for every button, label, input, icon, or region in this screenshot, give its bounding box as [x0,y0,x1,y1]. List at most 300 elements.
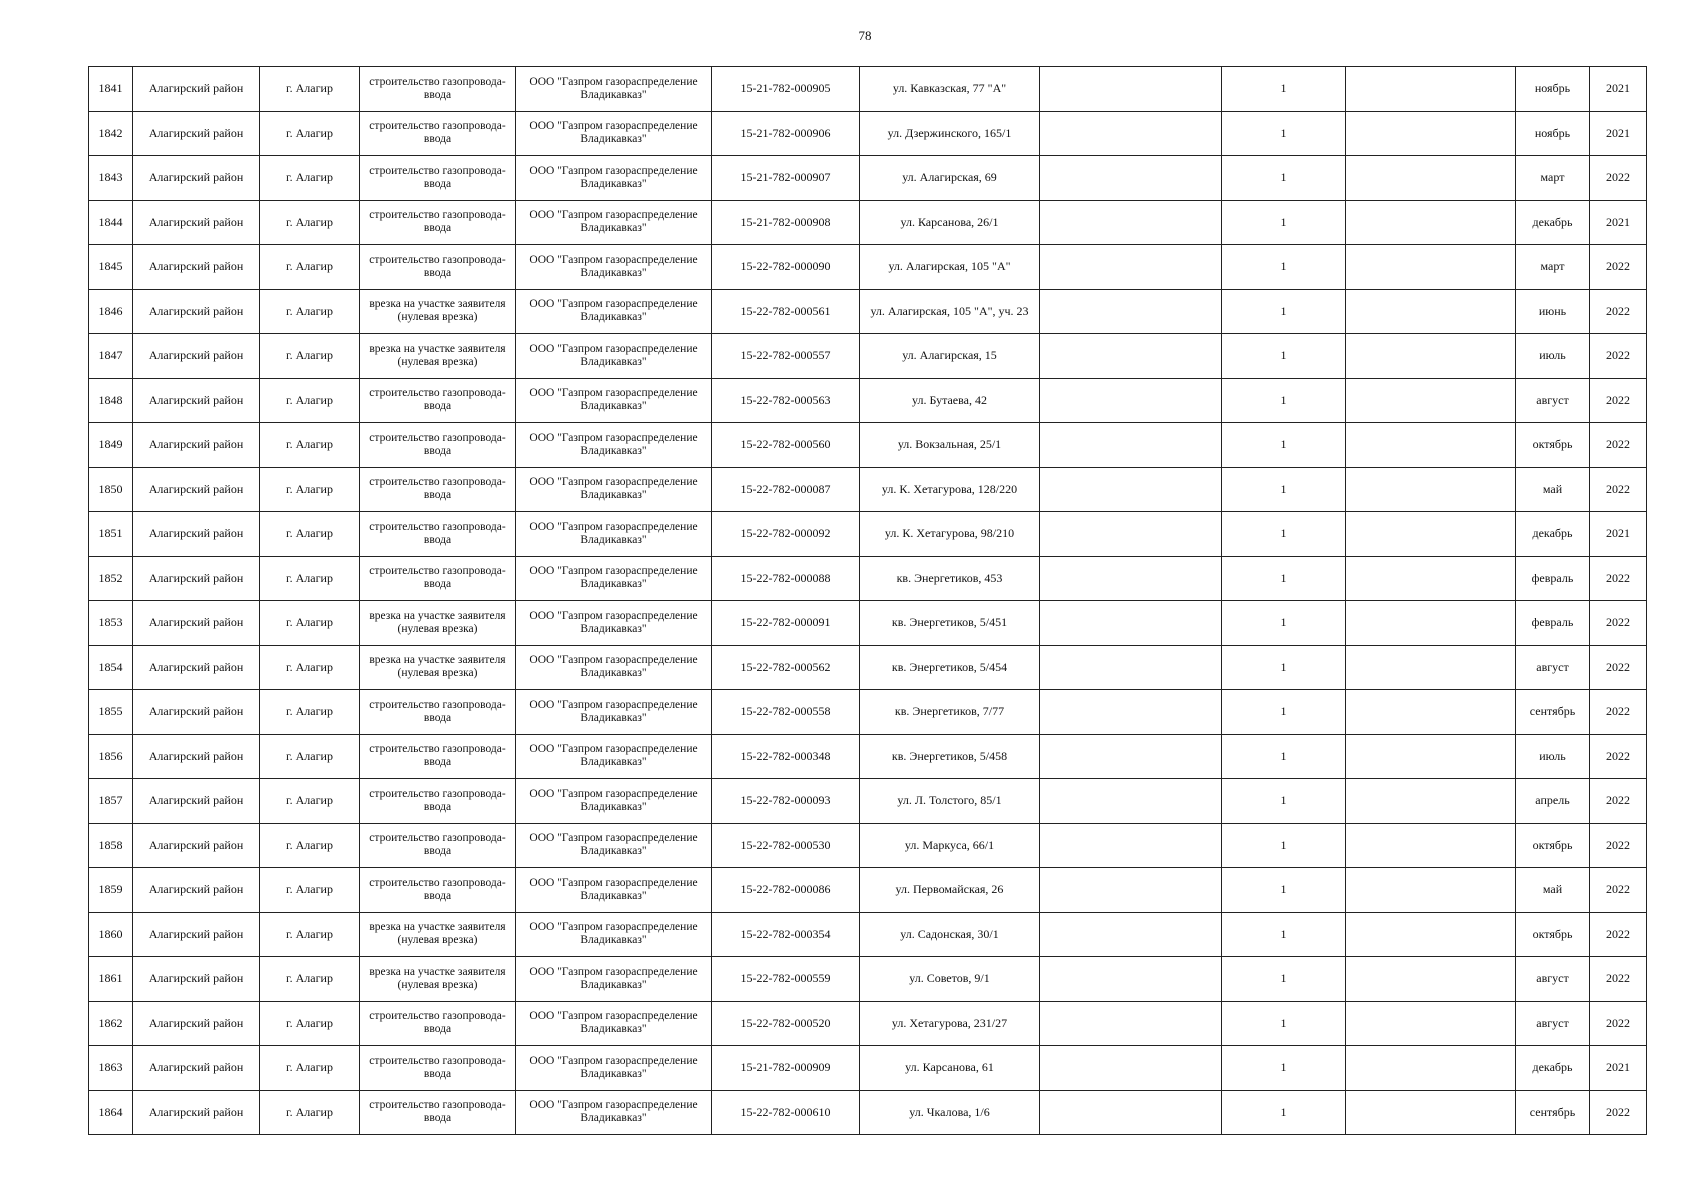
year-cell: 2021 [1590,67,1647,112]
empty-cell [1346,645,1516,690]
city-cell: г. Алагир [260,779,360,824]
address-cell: ул. Кавказская, 77 "А" [860,67,1040,112]
row-number-cell: 1850 [89,467,133,512]
city-cell: г. Алагир [260,957,360,1002]
row-number-cell: 1851 [89,512,133,557]
row-number-cell: 1852 [89,556,133,601]
organization-cell: ООО "Газпром газораспределение Владикавказ" [516,1001,712,1046]
table-row [89,1001,1647,1046]
empty-cell [1346,423,1516,468]
work-type-cell: врезка на участке заявителя (нулевая врезка) [360,289,516,334]
month-cell: август [1516,378,1590,423]
application-number-cell: 15-22-782-000563 [712,378,860,423]
table-row [89,512,1647,557]
year-cell: 2022 [1590,957,1647,1002]
application-number-cell: 15-22-782-000086 [712,868,860,913]
city-cell: г. Алагир [260,334,360,379]
table-row [89,423,1647,468]
organization-cell: ООО "Газпром газораспределение Владикавказ" [516,111,712,156]
application-number-cell: 15-22-782-000520 [712,1001,860,1046]
empty-cell [1346,512,1516,557]
district-cell: Алагирский район [133,957,260,1002]
work-type-cell: строительство газопровода-ввода [360,512,516,557]
table-row [89,868,1647,913]
city-cell: г. Алагир [260,467,360,512]
row-number-cell: 1845 [89,245,133,290]
table-row [89,1090,1647,1135]
count-cell: 1 [1222,378,1346,423]
district-cell: Алагирский район [133,245,260,290]
count-cell: 1 [1222,1046,1346,1091]
table-row [89,734,1647,779]
organization-cell: ООО "Газпром газораспределение Владикавказ" [516,67,712,112]
application-number-cell: 15-22-782-000558 [712,690,860,735]
row-number-cell: 1844 [89,200,133,245]
district-cell: Алагирский район [133,512,260,557]
row-number-cell: 1858 [89,823,133,868]
city-cell: г. Алагир [260,823,360,868]
table-row [89,111,1647,156]
table-row [89,645,1647,690]
empty-cell [1040,289,1222,334]
address-cell: ул. Алагирская, 15 [860,334,1040,379]
table-row [89,912,1647,957]
count-cell: 1 [1222,423,1346,468]
district-cell: Алагирский район [133,645,260,690]
month-cell: июль [1516,334,1590,379]
row-number-cell: 1855 [89,690,133,735]
work-type-cell: строительство газопровода-ввода [360,156,516,201]
month-cell: декабрь [1516,512,1590,557]
empty-cell [1346,912,1516,957]
month-cell: декабрь [1516,1046,1590,1091]
year-cell: 2022 [1590,1001,1647,1046]
empty-cell [1346,245,1516,290]
empty-cell [1040,912,1222,957]
count-cell: 1 [1222,957,1346,1002]
work-type-cell: строительство газопровода-ввода [360,690,516,735]
empty-cell [1040,245,1222,290]
district-cell: Алагирский район [133,779,260,824]
year-cell: 2022 [1590,868,1647,913]
empty-cell [1040,734,1222,779]
table-row [89,378,1647,423]
work-type-cell: строительство газопровода-ввода [360,556,516,601]
year-cell: 2022 [1590,334,1647,379]
empty-cell [1040,512,1222,557]
table-row [89,467,1647,512]
year-cell: 2022 [1590,823,1647,868]
work-type-cell: строительство газопровода-ввода [360,467,516,512]
address-cell: кв. Энергетиков, 5/458 [860,734,1040,779]
empty-cell [1346,1046,1516,1091]
city-cell: г. Алагир [260,289,360,334]
gas-connection-register-table [88,66,1647,1135]
district-cell: Алагирский район [133,1046,260,1091]
count-cell: 1 [1222,779,1346,824]
application-number-cell: 15-21-782-000907 [712,156,860,201]
table-row [89,156,1647,201]
table-row [89,245,1647,290]
year-cell: 2021 [1590,200,1647,245]
empty-cell [1346,1090,1516,1135]
empty-cell [1346,289,1516,334]
count-cell: 1 [1222,67,1346,112]
year-cell: 2022 [1590,156,1647,201]
organization-cell: ООО "Газпром газораспределение Владикавказ" [516,156,712,201]
work-type-cell: врезка на участке заявителя (нулевая врезка) [360,334,516,379]
month-cell: август [1516,645,1590,690]
work-type-cell: строительство газопровода-ввода [360,111,516,156]
table-row [89,556,1647,601]
empty-cell [1346,1001,1516,1046]
organization-cell: ООО "Газпром газораспределение Владикавказ" [516,734,712,779]
city-cell: г. Алагир [260,423,360,468]
organization-cell: ООО "Газпром газораспределение Владикавказ" [516,1090,712,1135]
empty-cell [1346,156,1516,201]
application-number-cell: 15-21-782-000906 [712,111,860,156]
year-cell: 2022 [1590,690,1647,735]
address-cell: ул. Алагирская, 105 "А", уч. 23 [860,289,1040,334]
city-cell: г. Алагир [260,912,360,957]
empty-cell [1346,467,1516,512]
district-cell: Алагирский район [133,556,260,601]
work-type-cell: строительство газопровода-ввода [360,1046,516,1091]
count-cell: 1 [1222,1001,1346,1046]
month-cell: сентябрь [1516,1090,1590,1135]
empty-cell [1346,690,1516,735]
city-cell: г. Алагир [260,512,360,557]
empty-cell [1040,334,1222,379]
row-number-cell: 1856 [89,734,133,779]
work-type-cell: строительство газопровода-ввода [360,423,516,468]
district-cell: Алагирский район [133,912,260,957]
city-cell: г. Алагир [260,378,360,423]
empty-cell [1346,734,1516,779]
application-number-cell: 15-22-782-000092 [712,512,860,557]
row-number-cell: 1849 [89,423,133,468]
count-cell: 1 [1222,1090,1346,1135]
empty-cell [1040,690,1222,735]
city-cell: г. Алагир [260,690,360,735]
empty-cell [1040,601,1222,646]
address-cell: ул. Вокзальная, 25/1 [860,423,1040,468]
empty-cell [1346,601,1516,646]
city-cell: г. Алагир [260,200,360,245]
address-cell: кв. Энергетиков, 453 [860,556,1040,601]
row-number-cell: 1841 [89,67,133,112]
organization-cell: ООО "Газпром газораспределение Владикавказ" [516,645,712,690]
empty-cell [1346,957,1516,1002]
table-row [89,289,1647,334]
empty-cell [1040,645,1222,690]
work-type-cell: строительство газопровода-ввода [360,868,516,913]
year-cell: 2022 [1590,601,1647,646]
row-number-cell: 1863 [89,1046,133,1091]
row-number-cell: 1861 [89,957,133,1002]
district-cell: Алагирский район [133,823,260,868]
month-cell: февраль [1516,601,1590,646]
row-number-cell: 1847 [89,334,133,379]
row-number-cell: 1846 [89,289,133,334]
empty-cell [1346,868,1516,913]
application-number-cell: 15-21-782-000905 [712,67,860,112]
table-row [89,823,1647,868]
organization-cell: ООО "Газпром газораспределение Владикавказ" [516,467,712,512]
work-type-cell: врезка на участке заявителя (нулевая врезка) [360,645,516,690]
city-cell: г. Алагир [260,734,360,779]
address-cell: кв. Энергетиков, 7/77 [860,690,1040,735]
count-cell: 1 [1222,245,1346,290]
address-cell: ул. Маркуса, 66/1 [860,823,1040,868]
city-cell: г. Алагир [260,67,360,112]
city-cell: г. Алагир [260,111,360,156]
year-cell: 2022 [1590,423,1647,468]
table-row [89,200,1647,245]
table-row [89,779,1647,824]
application-number-cell: 15-22-782-000530 [712,823,860,868]
empty-cell [1040,1001,1222,1046]
count-cell: 1 [1222,156,1346,201]
table-row [89,334,1647,379]
organization-cell: ООО "Газпром газораспределение Владикавказ" [516,334,712,379]
address-cell: ул. К. Хетагурова, 98/210 [860,512,1040,557]
count-cell: 1 [1222,645,1346,690]
work-type-cell: строительство газопровода-ввода [360,200,516,245]
city-cell: г. Алагир [260,556,360,601]
address-cell: кв. Энергетиков, 5/454 [860,645,1040,690]
district-cell: Алагирский район [133,868,260,913]
city-cell: г. Алагир [260,645,360,690]
month-cell: август [1516,957,1590,1002]
address-cell: ул. Хетагурова, 231/27 [860,1001,1040,1046]
row-number-cell: 1853 [89,601,133,646]
page-number: 78 [858,28,872,43]
year-cell: 2022 [1590,556,1647,601]
count-cell: 1 [1222,690,1346,735]
empty-cell [1346,334,1516,379]
count-cell: 1 [1222,111,1346,156]
organization-cell: ООО "Газпром газораспределение Владикавказ" [516,823,712,868]
empty-cell [1040,556,1222,601]
application-number-cell: 15-22-782-000354 [712,912,860,957]
month-cell: октябрь [1516,912,1590,957]
table-body [89,67,1647,1135]
table-row [89,690,1647,735]
empty-cell [1040,156,1222,201]
application-number-cell: 15-22-782-000091 [712,601,860,646]
month-cell: июль [1516,734,1590,779]
work-type-cell: строительство газопровода-ввода [360,1001,516,1046]
table-row [89,1046,1647,1091]
year-cell: 2022 [1590,912,1647,957]
district-cell: Алагирский район [133,601,260,646]
organization-cell: ООО "Газпром газораспределение Владикавказ" [516,1046,712,1091]
empty-cell [1346,67,1516,112]
month-cell: ноябрь [1516,67,1590,112]
district-cell: Алагирский район [133,67,260,112]
table-row [89,67,1647,112]
count-cell: 1 [1222,912,1346,957]
empty-cell [1346,556,1516,601]
empty-cell [1040,1090,1222,1135]
organization-cell: ООО "Газпром газораспределение Владикавказ" [516,779,712,824]
application-number-cell: 15-22-782-000088 [712,556,860,601]
year-cell: 2022 [1590,378,1647,423]
month-cell: декабрь [1516,200,1590,245]
row-number-cell: 1848 [89,378,133,423]
city-cell: г. Алагир [260,1001,360,1046]
month-cell: сентябрь [1516,690,1590,735]
empty-cell [1346,378,1516,423]
count-cell: 1 [1222,512,1346,557]
city-cell: г. Алагир [260,1046,360,1091]
district-cell: Алагирский район [133,111,260,156]
empty-cell [1040,823,1222,868]
year-cell: 2022 [1590,289,1647,334]
city-cell: г. Алагир [260,601,360,646]
district-cell: Алагирский район [133,156,260,201]
address-cell: ул. Л. Толстого, 85/1 [860,779,1040,824]
month-cell: ноябрь [1516,111,1590,156]
application-number-cell: 15-22-782-000557 [712,334,860,379]
month-cell: апрель [1516,779,1590,824]
empty-cell [1040,957,1222,1002]
district-cell: Алагирский район [133,467,260,512]
row-number-cell: 1864 [89,1090,133,1135]
empty-cell [1040,378,1222,423]
year-cell: 2022 [1590,779,1647,824]
month-cell: май [1516,467,1590,512]
empty-cell [1040,67,1222,112]
organization-cell: ООО "Газпром газораспределение Владикавказ" [516,423,712,468]
table-row [89,601,1647,646]
organization-cell: ООО "Газпром газораспределение Владикавказ" [516,512,712,557]
organization-cell: ООО "Газпром газораспределение Владикавказ" [516,601,712,646]
work-type-cell: строительство газопровода-ввода [360,1090,516,1135]
month-cell: октябрь [1516,423,1590,468]
month-cell: март [1516,156,1590,201]
organization-cell: ООО "Газпром газораспределение Владикавказ" [516,245,712,290]
month-cell: октябрь [1516,823,1590,868]
work-type-cell: строительство газопровода-ввода [360,779,516,824]
year-cell: 2021 [1590,1046,1647,1091]
address-cell: кв. Энергетиков, 5/451 [860,601,1040,646]
address-cell: ул. Алагирская, 69 [860,156,1040,201]
address-cell: ул. К. Хетагурова, 128/220 [860,467,1040,512]
district-cell: Алагирский район [133,1090,260,1135]
empty-cell [1346,111,1516,156]
district-cell: Алагирский район [133,734,260,779]
district-cell: Алагирский район [133,378,260,423]
month-cell: июнь [1516,289,1590,334]
year-cell: 2022 [1590,734,1647,779]
district-cell: Алагирский район [133,1001,260,1046]
row-number-cell: 1842 [89,111,133,156]
organization-cell: ООО "Газпром газораспределение Владикавказ" [516,378,712,423]
district-cell: Алагирский район [133,690,260,735]
table-row [89,957,1647,1002]
work-type-cell: врезка на участке заявителя (нулевая врезка) [360,957,516,1002]
organization-cell: ООО "Газпром газораспределение Владикавказ" [516,957,712,1002]
application-number-cell: 15-22-782-000560 [712,423,860,468]
district-cell: Алагирский район [133,334,260,379]
work-type-cell: строительство газопровода-ввода [360,823,516,868]
address-cell: ул. Чкалова, 1/6 [860,1090,1040,1135]
address-cell: ул. Первомайская, 26 [860,868,1040,913]
month-cell: март [1516,245,1590,290]
address-cell: ул. Садонская, 30/1 [860,912,1040,957]
application-number-cell: 15-21-782-000908 [712,200,860,245]
empty-cell [1040,467,1222,512]
work-type-cell: строительство газопровода-ввода [360,378,516,423]
empty-cell [1040,423,1222,468]
address-cell: ул. Дзержинского, 165/1 [860,111,1040,156]
row-number-cell: 1843 [89,156,133,201]
row-number-cell: 1859 [89,868,133,913]
organization-cell: ООО "Газпром газораспределение Владикавказ" [516,200,712,245]
row-number-cell: 1862 [89,1001,133,1046]
count-cell: 1 [1222,556,1346,601]
row-number-cell: 1860 [89,912,133,957]
empty-cell [1346,823,1516,868]
application-number-cell: 15-22-782-000610 [712,1090,860,1135]
year-cell: 2022 [1590,467,1647,512]
address-cell: ул. Советов, 9/1 [860,957,1040,1002]
district-cell: Алагирский район [133,423,260,468]
month-cell: май [1516,868,1590,913]
application-number-cell: 15-22-782-000562 [712,645,860,690]
application-number-cell: 15-21-782-000909 [712,1046,860,1091]
address-cell: ул. Алагирская, 105 "А" [860,245,1040,290]
month-cell: февраль [1516,556,1590,601]
empty-cell [1040,779,1222,824]
application-number-cell: 15-22-782-000561 [712,289,860,334]
month-cell: август [1516,1001,1590,1046]
year-cell: 2021 [1590,512,1647,557]
address-cell: ул. Карсанова, 26/1 [860,200,1040,245]
row-number-cell: 1854 [89,645,133,690]
address-cell: ул. Карсанова, 61 [860,1046,1040,1091]
count-cell: 1 [1222,823,1346,868]
city-cell: г. Алагир [260,245,360,290]
address-cell: ул. Бутаева, 42 [860,378,1040,423]
count-cell: 1 [1222,868,1346,913]
work-type-cell: врезка на участке заявителя (нулевая врезка) [360,601,516,646]
work-type-cell: строительство газопровода-ввода [360,734,516,779]
organization-cell: ООО "Газпром газораспределение Владикавказ" [516,289,712,334]
empty-cell [1040,1046,1222,1091]
work-type-cell: врезка на участке заявителя (нулевая врезка) [360,912,516,957]
empty-cell [1040,200,1222,245]
application-number-cell: 15-22-782-000348 [712,734,860,779]
year-cell: 2022 [1590,1090,1647,1135]
organization-cell: ООО "Газпром газораспределение Владикавказ" [516,556,712,601]
city-cell: г. Алагир [260,1090,360,1135]
organization-cell: ООО "Газпром газораспределение Владикавказ" [516,690,712,735]
row-number-cell: 1857 [89,779,133,824]
district-cell: Алагирский район [133,289,260,334]
count-cell: 1 [1222,289,1346,334]
city-cell: г. Алагир [260,156,360,201]
application-number-cell: 15-22-782-000559 [712,957,860,1002]
count-cell: 1 [1222,601,1346,646]
year-cell: 2021 [1590,111,1647,156]
year-cell: 2022 [1590,645,1647,690]
count-cell: 1 [1222,734,1346,779]
organization-cell: ООО "Газпром газораспределение Владикавказ" [516,868,712,913]
organization-cell: ООО "Газпром газораспределение Владикавказ" [516,912,712,957]
